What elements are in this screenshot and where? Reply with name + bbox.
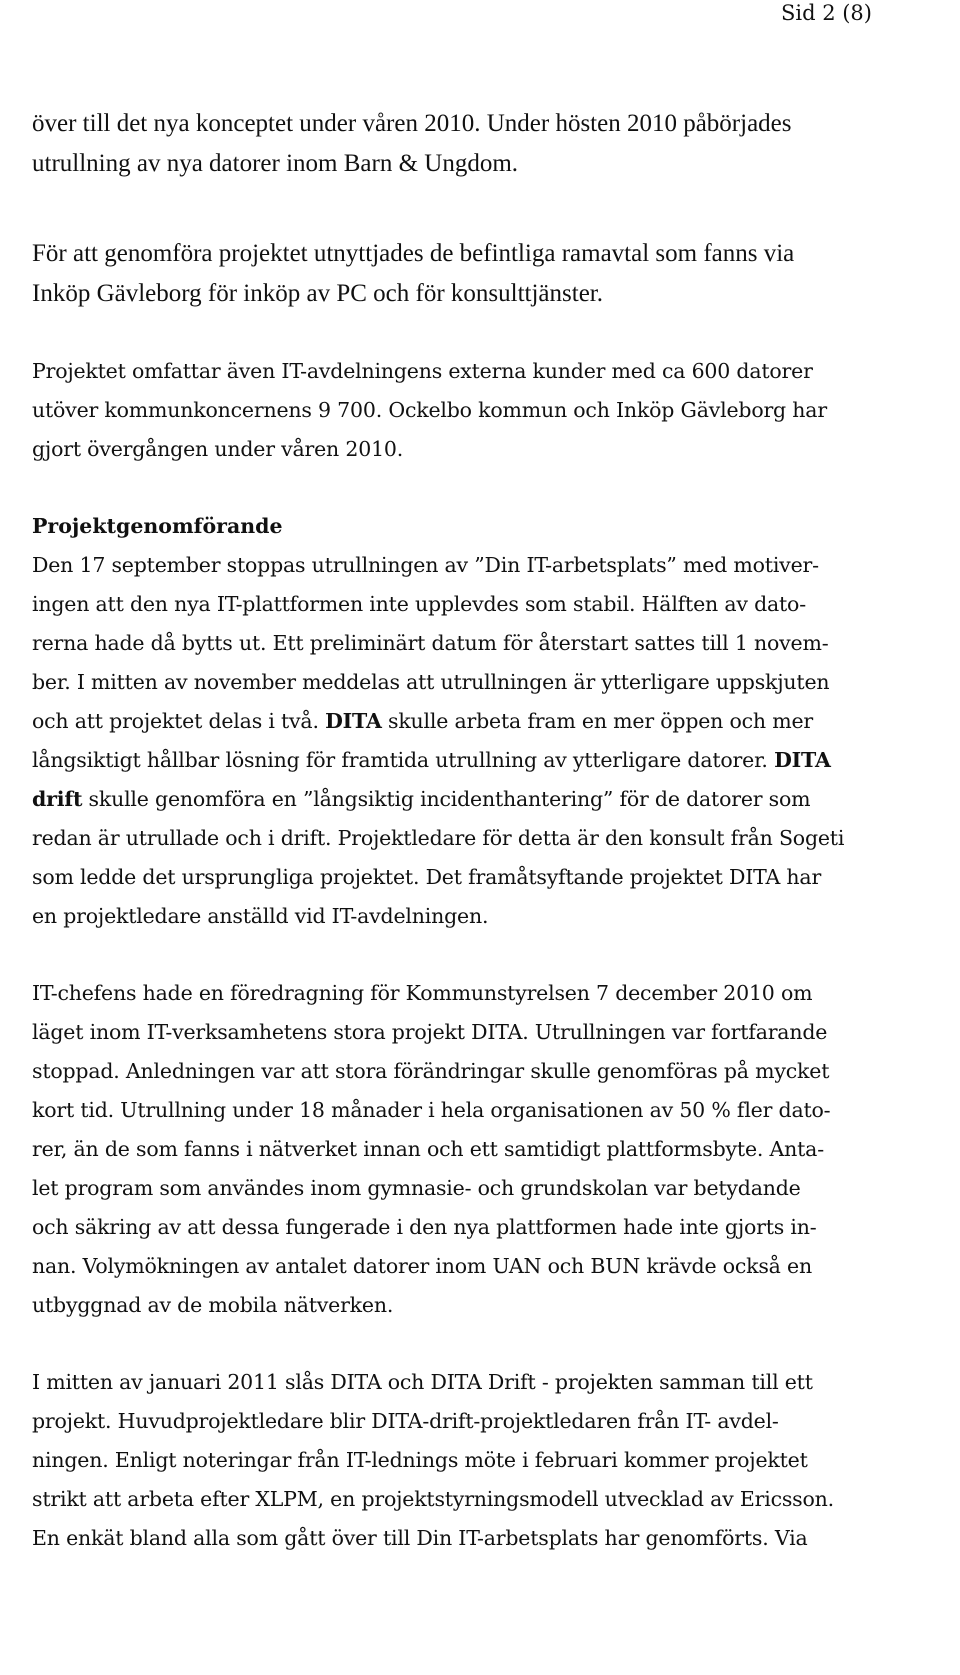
text-line: rerna hade då bytts ut. Ett preliminärt datum för återstart sattes till 1 novem- <box>32 631 829 655</box>
text-line: som ledde det ursprungliga projektet. Det framåtsyftande projektet DITA har <box>32 865 822 889</box>
text-line: rer, än de som fanns i nätverket innan och ett samtidigt plattformsbyte. Anta- <box>32 1137 824 1161</box>
text-line: ingen att den nya IT-plattformen inte upplevdes som stabil. Hälften av dato- <box>32 592 806 616</box>
text-line: I mitten av januari 2011 slås DITA och DITA Drift - projekten samman till ett <box>32 1370 813 1394</box>
document-body <box>32 104 912 1558</box>
text-run: och att projektet delas i två. <box>32 709 326 733</box>
paragraph-rollout <box>32 104 912 184</box>
paragraph-implementation <box>32 546 912 936</box>
text-line: stoppad. Anledningen var att stora förändringar skulle genomföras på mycket <box>32 1059 830 1083</box>
text-line <box>32 741 912 780</box>
bold-term-dita: DITA <box>774 748 831 772</box>
section-heading: Projektgenomförande <box>32 514 283 538</box>
section-projektgenomforande <box>32 507 912 936</box>
text-run: skulle arbeta fram en mer öppen och mer <box>381 709 814 733</box>
text-line <box>32 702 912 741</box>
text-line: gjort övergången under våren 2010. <box>32 437 404 461</box>
page-number: Sid 2 (8) <box>780 1 872 25</box>
text-line: läget inom IT-verksamhetens stora projekt DITA. Utrullningen var fortfarande <box>32 1020 828 1044</box>
bold-term-dita: DITA <box>325 709 382 733</box>
text-line: utrullning av nya datorer inom Barn & Ungdom. <box>32 150 519 177</box>
text-line: För att genomföra projektet utnyttjades de befintliga ramavtal som fanns via <box>32 240 795 267</box>
text-line: kort tid. Utrullning under 18 månader i hela organisationen av 50 % fler dato- <box>32 1098 831 1122</box>
paragraph-project-merge <box>32 1363 912 1558</box>
text-line: och säkring av att dessa fungerade i den nya plattformen hade inte gjorts in- <box>32 1215 817 1239</box>
text-line: Den 17 september stoppas utrullningen av ”Din IT-arbetsplats” med motiver- <box>32 553 819 577</box>
text-line: över till det nya konceptet under våren 2010. Under hösten 2010 påbörjades <box>32 110 792 137</box>
text-line: utöver kommunkoncernens 9 700. Ockelbo kommun och Inköp Gävleborg har <box>32 398 827 422</box>
paragraph-it-chief-presentation <box>32 974 912 1325</box>
text-line: strikt att arbeta efter XLPM, en projektstyrningsmodell utvecklad av Ericsson. <box>32 1487 834 1511</box>
text-line: redan är utrullade och i drift. Projektledare för detta är den konsult från Sogeti <box>32 826 845 850</box>
text-line: IT-chefens hade en föredragning för Kommunstyrelsen 7 december 2010 om <box>32 981 813 1005</box>
bold-term-drift: drift <box>32 787 83 811</box>
text-run: skulle genomföra en ”långsiktig incidenthantering” för de datorer som <box>82 787 811 811</box>
paragraph-framework-agreements <box>32 234 912 314</box>
text-line: ningen. Enligt noteringar från IT-lednings möte i februari kommer projektet <box>32 1448 808 1472</box>
text-line: en projektledare anställd vid IT-avdelningen. <box>32 904 489 928</box>
text-line: let program som användes inom gymnasie- och grundskolan var betydande <box>32 1176 801 1200</box>
text-line: ber. I mitten av november meddelas att utrullningen är ytterligare uppskjuten <box>32 670 830 694</box>
text-line: Inköp Gävleborg för inköp av PC och för konsulttjänster. <box>32 280 603 307</box>
text-run: långsiktigt hållbar lösning för framtida utrullning av ytterligare datorer. <box>32 748 775 772</box>
text-line: nan. Volymökningen av antalet datorer inom UAN och BUN krävde också en <box>32 1254 812 1278</box>
text-line: utbyggnad av de mobila nätverken. <box>32 1293 394 1317</box>
text-line: Projektet omfattar även IT-avdelningens externa kunder med ca 600 datorer <box>32 359 813 383</box>
paragraph-external-customers <box>32 352 912 469</box>
text-line: En enkät bland alla som gått över till Din IT-arbetsplats har genomförts. Via <box>32 1526 808 1550</box>
text-line: projekt. Huvudprojektledare blir DITA-drift-projektledaren från IT- avdel- <box>32 1409 779 1433</box>
text-line <box>32 780 912 819</box>
